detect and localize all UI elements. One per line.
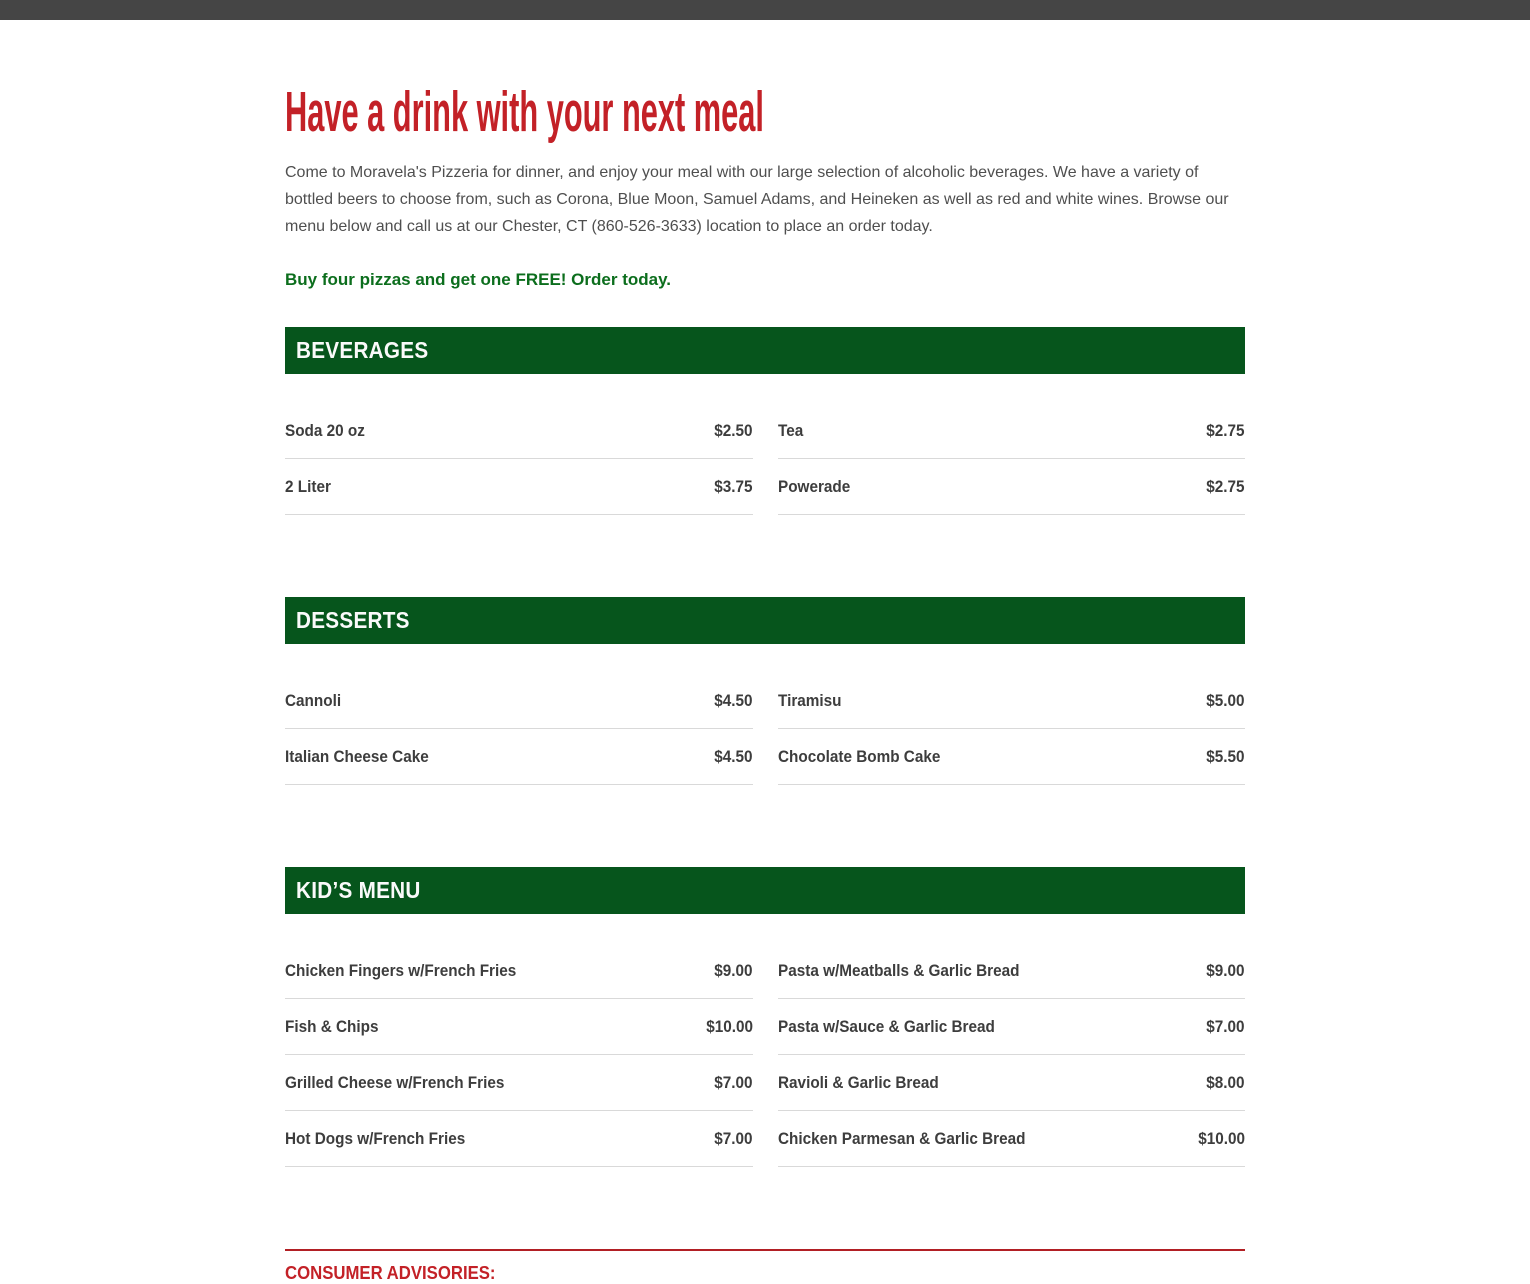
menu-item-price: $10.00	[1198, 1129, 1245, 1148]
menu-item-name: Italian Cheese Cake	[285, 747, 429, 766]
menu-item-name: Ravioli & Garlic Bread	[777, 1073, 939, 1092]
menu-item-price: $5.00	[1206, 691, 1245, 710]
menu-column-left	[285, 943, 753, 1167]
menu-item-name: Tiramisu	[777, 691, 842, 710]
menu-item-price: $7.00	[714, 1073, 753, 1092]
menu-item-name: Grilled Cheese w/French Fries	[285, 1073, 505, 1092]
menu-item-name: Pasta w/Sauce & Garlic Bread	[777, 1017, 995, 1036]
menu-item-price: $7.00	[714, 1129, 753, 1148]
section-title: KID’S MENU	[296, 877, 421, 903]
section-header-desserts	[285, 597, 1245, 644]
menu-item-row	[285, 1111, 753, 1167]
menu-item-name: Chocolate Bomb Cake	[777, 747, 940, 766]
menu-item-row	[285, 943, 753, 999]
menu-section-desserts	[285, 597, 1245, 785]
menu-item-row	[778, 459, 1246, 515]
menu-column-right	[778, 943, 1246, 1167]
intro-paragraph: Come to Moravela's Pizzeria for dinner, and enjoy your meal with our large selection of alcoholic beverages. We have a variety of bottled beers to choose from, such as Corona, Blue Moon, Samuel Adams, and Heineken as well as red and white wines. Browse our menu below and call us at our Chester, CT (860-526-3633) location to place an order today.	[285, 164, 1229, 235]
menu-item-name: Powerade	[777, 477, 850, 496]
menu-item-name: Pasta w/Meatballs & Garlic Bread	[777, 961, 1020, 980]
menu-grid	[285, 673, 1245, 785]
top-navigation-bar	[0, 0, 1530, 20]
menu-item-name: Soda 20 oz	[285, 421, 365, 440]
menu-page-content	[285, 20, 1245, 1284]
menu-item-price: $7.00	[1206, 1017, 1245, 1036]
menu-item-price: $4.50	[714, 747, 753, 766]
menu-item-price: $9.00	[714, 961, 753, 980]
menu-item-name: Fish & Chips	[285, 1017, 379, 1036]
menu-item-name: Tea	[777, 421, 803, 440]
menu-column-left	[285, 673, 753, 785]
menu-item-row	[778, 1111, 1246, 1167]
section-title: BEVERAGES	[296, 337, 429, 363]
consumer-advisories-heading: CONSUMER ADVISORIES:	[285, 1263, 496, 1283]
menu-item-price: $9.00	[1206, 961, 1245, 980]
menu-item-row	[778, 943, 1246, 999]
menu-section-beverages	[285, 327, 1245, 515]
menu-item-row	[285, 673, 753, 729]
section-header-beverages	[285, 327, 1245, 374]
menu-item-price: $2.50	[714, 421, 753, 440]
menu-item-name: Cannoli	[285, 691, 342, 710]
menu-item-row	[285, 403, 753, 459]
page-title: Have a drink with your next meal	[285, 80, 764, 144]
menu-column-left	[285, 403, 753, 515]
menu-item-name: Chicken Fingers w/French Fries	[285, 961, 517, 980]
menu-section-kids-menu	[285, 867, 1245, 1167]
menu-column-right	[778, 673, 1246, 785]
menu-item-price: $8.00	[1206, 1073, 1245, 1092]
menu-item-name: Chicken Parmesan & Garlic Bread	[777, 1129, 1025, 1148]
menu-grid	[285, 943, 1245, 1167]
menu-item-row	[285, 459, 753, 515]
menu-item-price: $10.00	[705, 1017, 753, 1036]
menu-column-right	[778, 403, 1246, 515]
menu-item-price: $2.75	[1206, 477, 1245, 496]
menu-grid	[285, 403, 1245, 515]
section-title: DESSERTS	[296, 607, 410, 633]
menu-item-name: 2 Liter	[285, 477, 331, 496]
promo-text: Buy four pizzas and get one FREE! Order today.	[285, 270, 672, 289]
menu-item-row	[778, 673, 1246, 729]
menu-item-row	[285, 999, 753, 1055]
menu-item-name: Hot Dogs w/French Fries	[285, 1129, 466, 1148]
menu-item-row	[285, 1055, 753, 1111]
menu-item-row	[285, 729, 753, 785]
menu-item-price: $2.75	[1206, 421, 1245, 440]
advisories-divider-rule	[285, 1249, 1245, 1251]
menu-item-row	[778, 729, 1246, 785]
menu-item-price: $4.50	[714, 691, 753, 710]
menu-item-row	[778, 999, 1246, 1055]
menu-item-price: $5.50	[1206, 747, 1245, 766]
menu-item-price: $3.75	[714, 477, 753, 496]
menu-item-row	[778, 403, 1246, 459]
menu-item-row	[778, 1055, 1246, 1111]
section-header-kids-menu	[285, 867, 1245, 914]
